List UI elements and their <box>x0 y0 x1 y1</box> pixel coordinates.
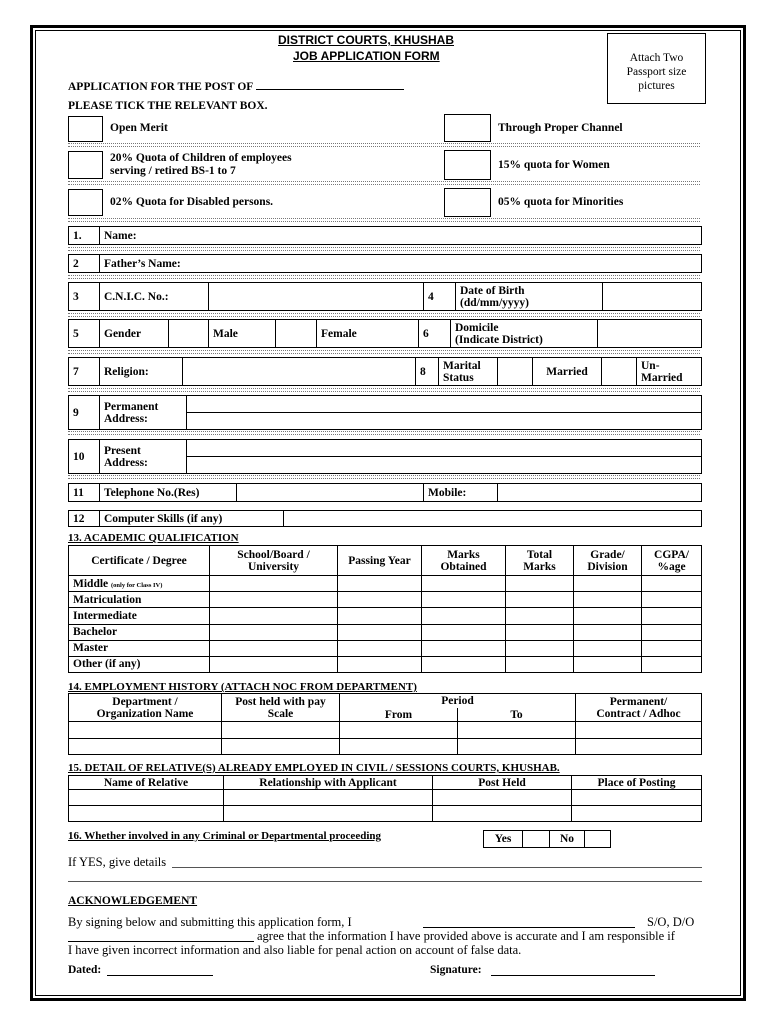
relatives-header: Post Held <box>433 776 572 790</box>
academic-cell[interactable] <box>574 640 642 656</box>
separator <box>68 218 700 222</box>
present-address-input-1[interactable] <box>187 440 702 457</box>
academic-cell[interactable] <box>338 592 422 608</box>
employment-cell[interactable] <box>458 722 576 738</box>
present-address-label <box>100 440 187 474</box>
academic-row-label: Other (if any) <box>69 656 210 672</box>
field-number: 8 <box>416 358 439 386</box>
relatives-cell[interactable] <box>69 806 224 822</box>
children-quota-line1: 20% Quota of Children of employees <box>110 152 292 164</box>
academic-cell[interactable] <box>574 592 642 608</box>
employment-cell[interactable] <box>576 722 702 738</box>
separator <box>68 350 700 354</box>
academic-cell[interactable] <box>422 576 506 592</box>
academic-header: Total Marks <box>506 546 574 576</box>
separator <box>68 143 700 147</box>
male-label: Male <box>209 320 276 348</box>
field-number: 2 <box>69 255 100 273</box>
academic-cell[interactable] <box>422 640 506 656</box>
no-label: No <box>550 831 585 848</box>
relatives-cell[interactable] <box>572 806 702 822</box>
employment-cell[interactable] <box>340 722 458 738</box>
academic-cell[interactable] <box>210 608 338 624</box>
father-name-field[interactable] <box>100 255 702 273</box>
field-number: 6 <box>419 320 451 348</box>
dob-label-line1: Date of Birth <box>460 284 525 297</box>
field-number: 3 <box>69 283 100 311</box>
signature-label: Signature: <box>430 964 482 976</box>
post-line2: Scale <box>267 707 294 720</box>
applicant-name-field[interactable] <box>423 927 635 928</box>
academic-row-label: Bachelor <box>69 624 210 640</box>
relatives-header: Name of Relative <box>69 776 224 790</box>
academic-header: Passing Year <box>338 546 422 576</box>
academic-cell[interactable] <box>422 624 506 640</box>
academic-cell[interactable] <box>506 608 574 624</box>
permanent-address-line1: Permanent <box>104 400 159 413</box>
children-quota-line2: serving / retired BS-1 to 7 <box>110 165 236 177</box>
academic-cell[interactable] <box>642 608 702 624</box>
perm-line2: Contract / Adhoc <box>596 707 681 720</box>
children-quota-checkbox[interactable] <box>68 151 103 179</box>
middle-note: (only for Class IV) <box>111 581 163 589</box>
employment-table <box>68 693 702 755</box>
separator <box>68 181 700 185</box>
name-row <box>68 226 702 245</box>
domicile-input[interactable] <box>598 320 702 348</box>
ack-title: ACKNOWLEDGEMENT <box>68 895 198 907</box>
religion-input[interactable] <box>183 358 416 386</box>
photo-box[interactable] <box>607 33 706 104</box>
period-header: Period <box>340 694 576 708</box>
gender-domicile-row <box>68 319 702 348</box>
academic-cell[interactable] <box>574 624 642 640</box>
academic-cell[interactable] <box>506 656 574 672</box>
separator <box>68 247 700 251</box>
permanent-address-input-1[interactable] <box>187 396 702 413</box>
employment-header <box>69 694 222 722</box>
proper-channel-label: Through Proper Channel <box>498 122 623 134</box>
male-checkbox[interactable] <box>169 320 209 348</box>
separator <box>68 431 700 435</box>
academic-cell[interactable] <box>642 640 702 656</box>
employment-header <box>222 694 340 722</box>
field-number: 7 <box>69 358 100 386</box>
field-number: 10 <box>69 440 100 474</box>
computer-skills-row <box>68 510 702 527</box>
details-input-2[interactable] <box>68 881 702 882</box>
field-number: 9 <box>69 396 100 430</box>
relatives-cell[interactable] <box>433 790 572 806</box>
marital-label <box>439 358 498 386</box>
middle-label: Middle <box>73 577 109 590</box>
permanent-address-input-2[interactable] <box>187 413 702 430</box>
minorities-quota-checkbox[interactable] <box>444 188 491 217</box>
academic-cell[interactable] <box>338 608 422 624</box>
academic-cell[interactable] <box>338 624 422 640</box>
academic-cell[interactable] <box>642 656 702 672</box>
tick-label: PLEASE TICK THE RELEVANT BOX. <box>68 100 268 112</box>
perm-line1: Permanent/ <box>609 695 668 708</box>
unmarried-label-line2: Married <box>641 371 683 384</box>
field-number: 5 <box>69 320 100 348</box>
academic-table <box>68 545 702 673</box>
dob-input[interactable] <box>603 283 702 311</box>
yes-checkbox[interactable] <box>523 831 550 848</box>
marital-label-line2: Status <box>443 371 474 384</box>
academic-row-label: Intermediate <box>69 608 210 624</box>
field-number: 12 <box>69 511 100 527</box>
cnic-dob-row <box>68 282 702 311</box>
academic-row-label <box>69 576 210 592</box>
academic-cell[interactable] <box>210 576 338 592</box>
telephone-label: Telephone No.(Res) <box>100 484 237 502</box>
academic-cell[interactable] <box>338 576 422 592</box>
unmarried-label-line1: Un- <box>641 359 660 372</box>
post-field[interactable] <box>256 79 404 90</box>
disabled-quota-checkbox[interactable] <box>68 189 103 216</box>
mobile-input[interactable] <box>498 484 702 502</box>
from-header: From <box>340 708 458 722</box>
separator <box>68 388 700 392</box>
academic-cell[interactable] <box>210 640 338 656</box>
academic-cell[interactable] <box>506 640 574 656</box>
present-address-line1: Present <box>104 444 141 457</box>
academic-header: CGPA/ %age <box>642 546 702 576</box>
employment-header <box>576 694 702 722</box>
ack-line1: By signing below and submitting this application form, I <box>68 915 352 929</box>
married-label: Married <box>533 358 602 386</box>
dated-label: Dated: <box>68 964 102 976</box>
dept-line1: Department / <box>112 695 178 708</box>
yes-label: Yes <box>484 831 523 848</box>
telephone-row <box>68 483 702 502</box>
details-line <box>68 855 166 870</box>
academic-cell[interactable] <box>642 624 702 640</box>
academic-header: School/Board / University <box>210 546 338 576</box>
employment-cell[interactable] <box>222 738 340 754</box>
field-number: 11 <box>69 484 100 502</box>
academic-cell[interactable] <box>506 592 574 608</box>
gender-label: Gender <box>100 320 169 348</box>
academic-row-label: Matriculation <box>69 592 210 608</box>
unmarried-checkbox[interactable] <box>602 358 637 386</box>
religion-marital-row <box>68 357 702 386</box>
academic-cell[interactable] <box>338 656 422 672</box>
female-checkbox[interactable] <box>276 320 317 348</box>
employment-title: 14. EMPLOYMENT HISTORY (ATTACH NOC FROM DEPARTMENT) <box>68 681 417 693</box>
employment-cell[interactable] <box>340 738 458 754</box>
academic-cell[interactable] <box>506 576 574 592</box>
religion-label: Religion: <box>100 358 183 386</box>
dated-field[interactable] <box>107 975 213 976</box>
permanent-address-line2: Address: <box>104 412 148 425</box>
present-address-input-2[interactable] <box>187 457 702 474</box>
relatives-cell[interactable] <box>224 806 433 822</box>
academic-cell[interactable] <box>210 592 338 608</box>
permanent-address-row <box>68 395 702 430</box>
present-address-row <box>68 439 702 474</box>
academic-header: Certificate / Degree <box>69 546 210 576</box>
domicile-label <box>451 320 598 348</box>
present-address-line2: Address: <box>104 456 148 469</box>
dob-label <box>456 283 603 311</box>
dept-line2: Organization Name <box>96 707 194 720</box>
mobile-label: Mobile: <box>424 484 498 502</box>
academic-title: 13. ACADEMIC QUALIFICATION <box>68 532 239 544</box>
field-number: 4 <box>424 283 456 311</box>
disabled-quota-label: 02% Quota for Disabled persons. <box>110 196 274 208</box>
employment-cell[interactable] <box>576 738 702 754</box>
ack-so-do: S/O, D/O <box>647 915 695 929</box>
employment-cell[interactable] <box>69 722 222 738</box>
proper-channel-checkbox[interactable] <box>444 114 491 142</box>
name-label: Name: <box>104 229 137 242</box>
open-merit-label: Open Merit <box>110 122 168 134</box>
academic-header: Grade/ Division <box>574 546 642 576</box>
domicile-label-line1: Domicile <box>455 321 499 334</box>
signature-field[interactable] <box>491 975 655 976</box>
open-merit-checkbox[interactable] <box>68 116 103 142</box>
relatives-header: Relationship with Applicant <box>224 776 433 790</box>
post-line1: Post held with pay <box>235 695 326 708</box>
relatives-cell[interactable] <box>433 806 572 822</box>
relatives-cell[interactable] <box>572 790 702 806</box>
academic-cell[interactable] <box>574 576 642 592</box>
female-label: Female <box>317 320 419 348</box>
academic-cell[interactable] <box>210 656 338 672</box>
relatives-title: 15. DETAIL OF RELATIVE(S) ALREADY EMPLOYED IN CIVIL / SESSIONS COURTS, KHUSHAB. <box>68 762 560 774</box>
ack-line3: I have given incorrect information and also liable for penal action on account of false data. <box>68 943 522 957</box>
father-name-label: Father’s Name: <box>104 257 181 270</box>
name-field[interactable] <box>100 227 702 245</box>
details-label: If YES, give details <box>68 855 167 869</box>
post-label: APPLICATION FOR THE POST OF <box>68 81 253 93</box>
dob-label-line2: (dd/mm/yyyy) <box>460 296 529 309</box>
academic-cell[interactable] <box>574 608 642 624</box>
married-checkbox[interactable] <box>498 358 533 386</box>
academic-cell[interactable] <box>642 592 702 608</box>
post-line <box>68 79 404 93</box>
details-input[interactable] <box>172 867 702 868</box>
relatives-table <box>68 775 702 822</box>
court-title: DISTRICT COURTS, KHUSHAB <box>278 33 454 47</box>
no-checkbox[interactable] <box>585 831 611 848</box>
domicile-label-line2: (Indicate District) <box>455 333 543 346</box>
field-number: 1. <box>69 227 100 245</box>
women-quota-label: 15% quota for Women <box>498 159 610 171</box>
academic-cell[interactable] <box>506 624 574 640</box>
permanent-address-label <box>100 396 187 430</box>
separator <box>68 313 700 317</box>
separator <box>68 275 700 279</box>
academic-cell[interactable] <box>338 640 422 656</box>
academic-cell[interactable] <box>210 624 338 640</box>
photo-box-text: Attach Two Passport size pictures <box>626 52 687 92</box>
computer-skills-label: Computer Skills (if any) <box>100 511 284 527</box>
criminal-options <box>483 830 611 848</box>
father-name-row <box>68 254 702 273</box>
relatives-header: Place of Posting <box>572 776 702 790</box>
academic-row-label: Master <box>69 640 210 656</box>
father-name-ack-field[interactable] <box>68 941 254 942</box>
academic-cell[interactable] <box>642 576 702 592</box>
criminal-question: 16. Whether involved in any Criminal or Departmental proceeding <box>68 830 381 842</box>
children-quota-label <box>110 152 292 178</box>
relatives-cell[interactable] <box>224 790 433 806</box>
academic-cell[interactable] <box>574 656 642 672</box>
ack-line2: agree that the information I have provided above is accurate and I am responsible if <box>257 929 675 943</box>
computer-skills-input[interactable] <box>284 511 702 527</box>
cnic-label: C.N.I.C. No.: <box>100 283 209 311</box>
academic-header: Marks Obtained <box>422 546 506 576</box>
form-title: JOB APPLICATION FORM <box>293 49 440 63</box>
academic-cell[interactable] <box>422 656 506 672</box>
relatives-cell[interactable] <box>69 790 224 806</box>
academic-cell[interactable] <box>422 592 506 608</box>
academic-cell[interactable] <box>422 608 506 624</box>
to-header: To <box>458 708 576 722</box>
minorities-quota-label: 05% quota for Minorities <box>498 196 624 208</box>
women-quota-checkbox[interactable] <box>444 150 491 180</box>
employment-cell[interactable] <box>222 722 340 738</box>
employment-cell[interactable] <box>69 738 222 754</box>
telephone-input[interactable] <box>237 484 424 502</box>
cnic-input[interactable] <box>209 283 424 311</box>
unmarried-label <box>637 358 702 386</box>
separator <box>68 475 700 479</box>
marital-label-line1: Marital <box>443 359 481 372</box>
employment-cell[interactable] <box>458 738 576 754</box>
